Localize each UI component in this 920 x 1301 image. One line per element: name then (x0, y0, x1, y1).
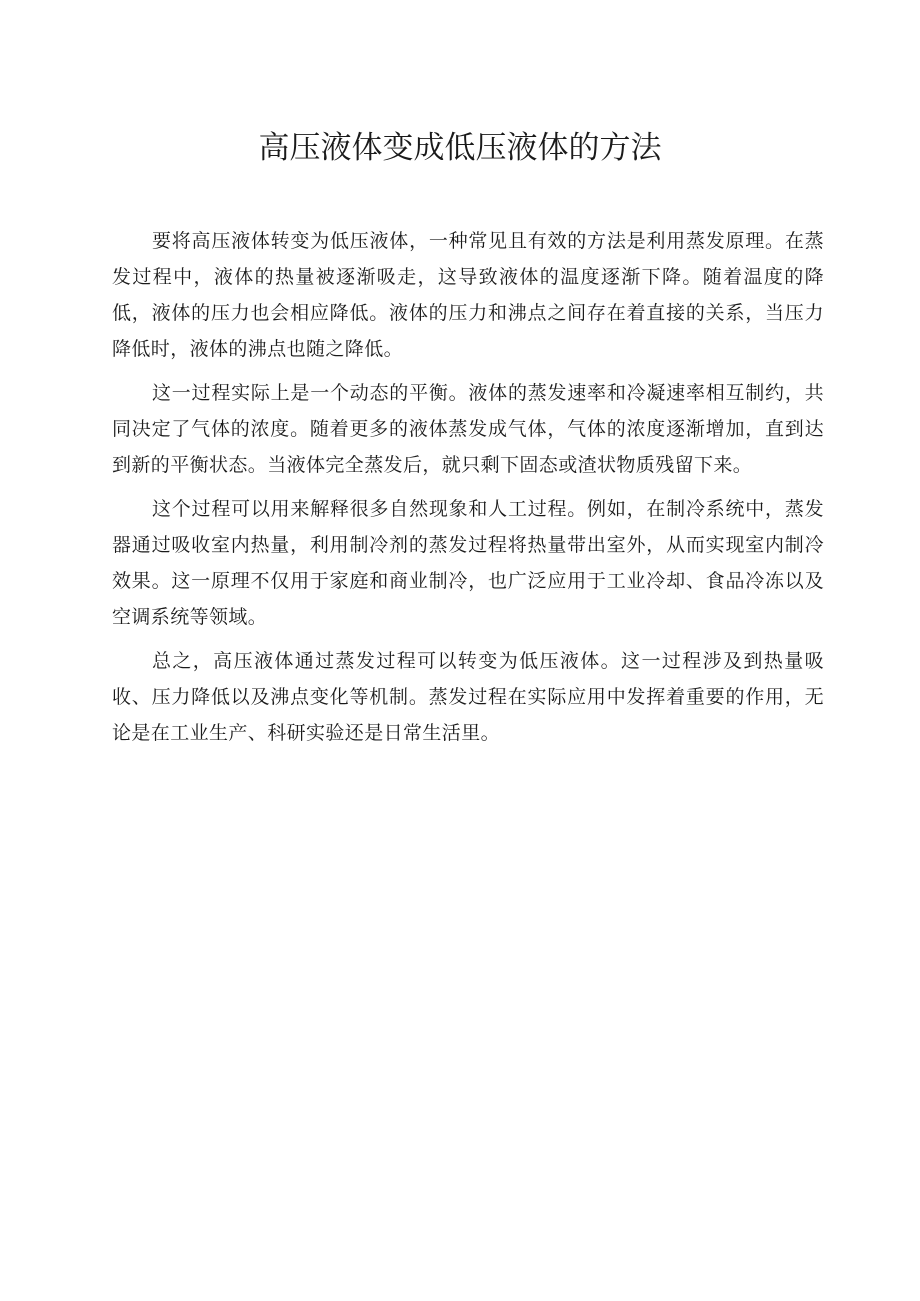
paragraph-1: 要将高压液体转变为低压液体，一种常见且有效的方法是利用蒸发原理。在蒸发过程中，液体的热量被逐渐吸走，这导致液体的温度逐渐下降。随着温度的降低，液体的压力也会相应降低。液体的压力和沸点之间存在着直接的关系，当压力降低时，液体的沸点也随之降低。 (112, 230, 824, 360)
paragraph-4: 总之，高压液体通过蒸发过程可以转变为低压液体。这一过程涉及到热量吸收、压力降低以及沸点变化等机制。蒸发过程在实际应用中发挥着重要的作用，无论是在工业生产、科研实验还是日常生活里。 (112, 650, 824, 744)
paragraph-2: 这一过程实际上是一个动态的平衡。液体的蒸发速率和冷凝速率相互制约，共同决定了气体的浓度。随着更多的液体蒸发成气体，气体的浓度逐渐增加，直到达到新的平衡状态。当液体完全蒸发后，就只剩下固态或渣状物质残留下来。 (112, 382, 824, 476)
document-title: 高压液体变成低压液体的方法 (258, 130, 662, 166)
document-body (112, 223, 824, 759)
paragraph-3: 这个过程可以用来解释很多自然现象和人工过程。例如，在制冷系统中，蒸发器通过吸收室内热量，利用制冷剂的蒸发过程将热量带出室外，从而实现室内制冷效果。这一原理不仅用于家庭和商业制冷，也广泛应用于工业冷却、食品冷冻以及空调系统等领域。 (112, 498, 824, 628)
